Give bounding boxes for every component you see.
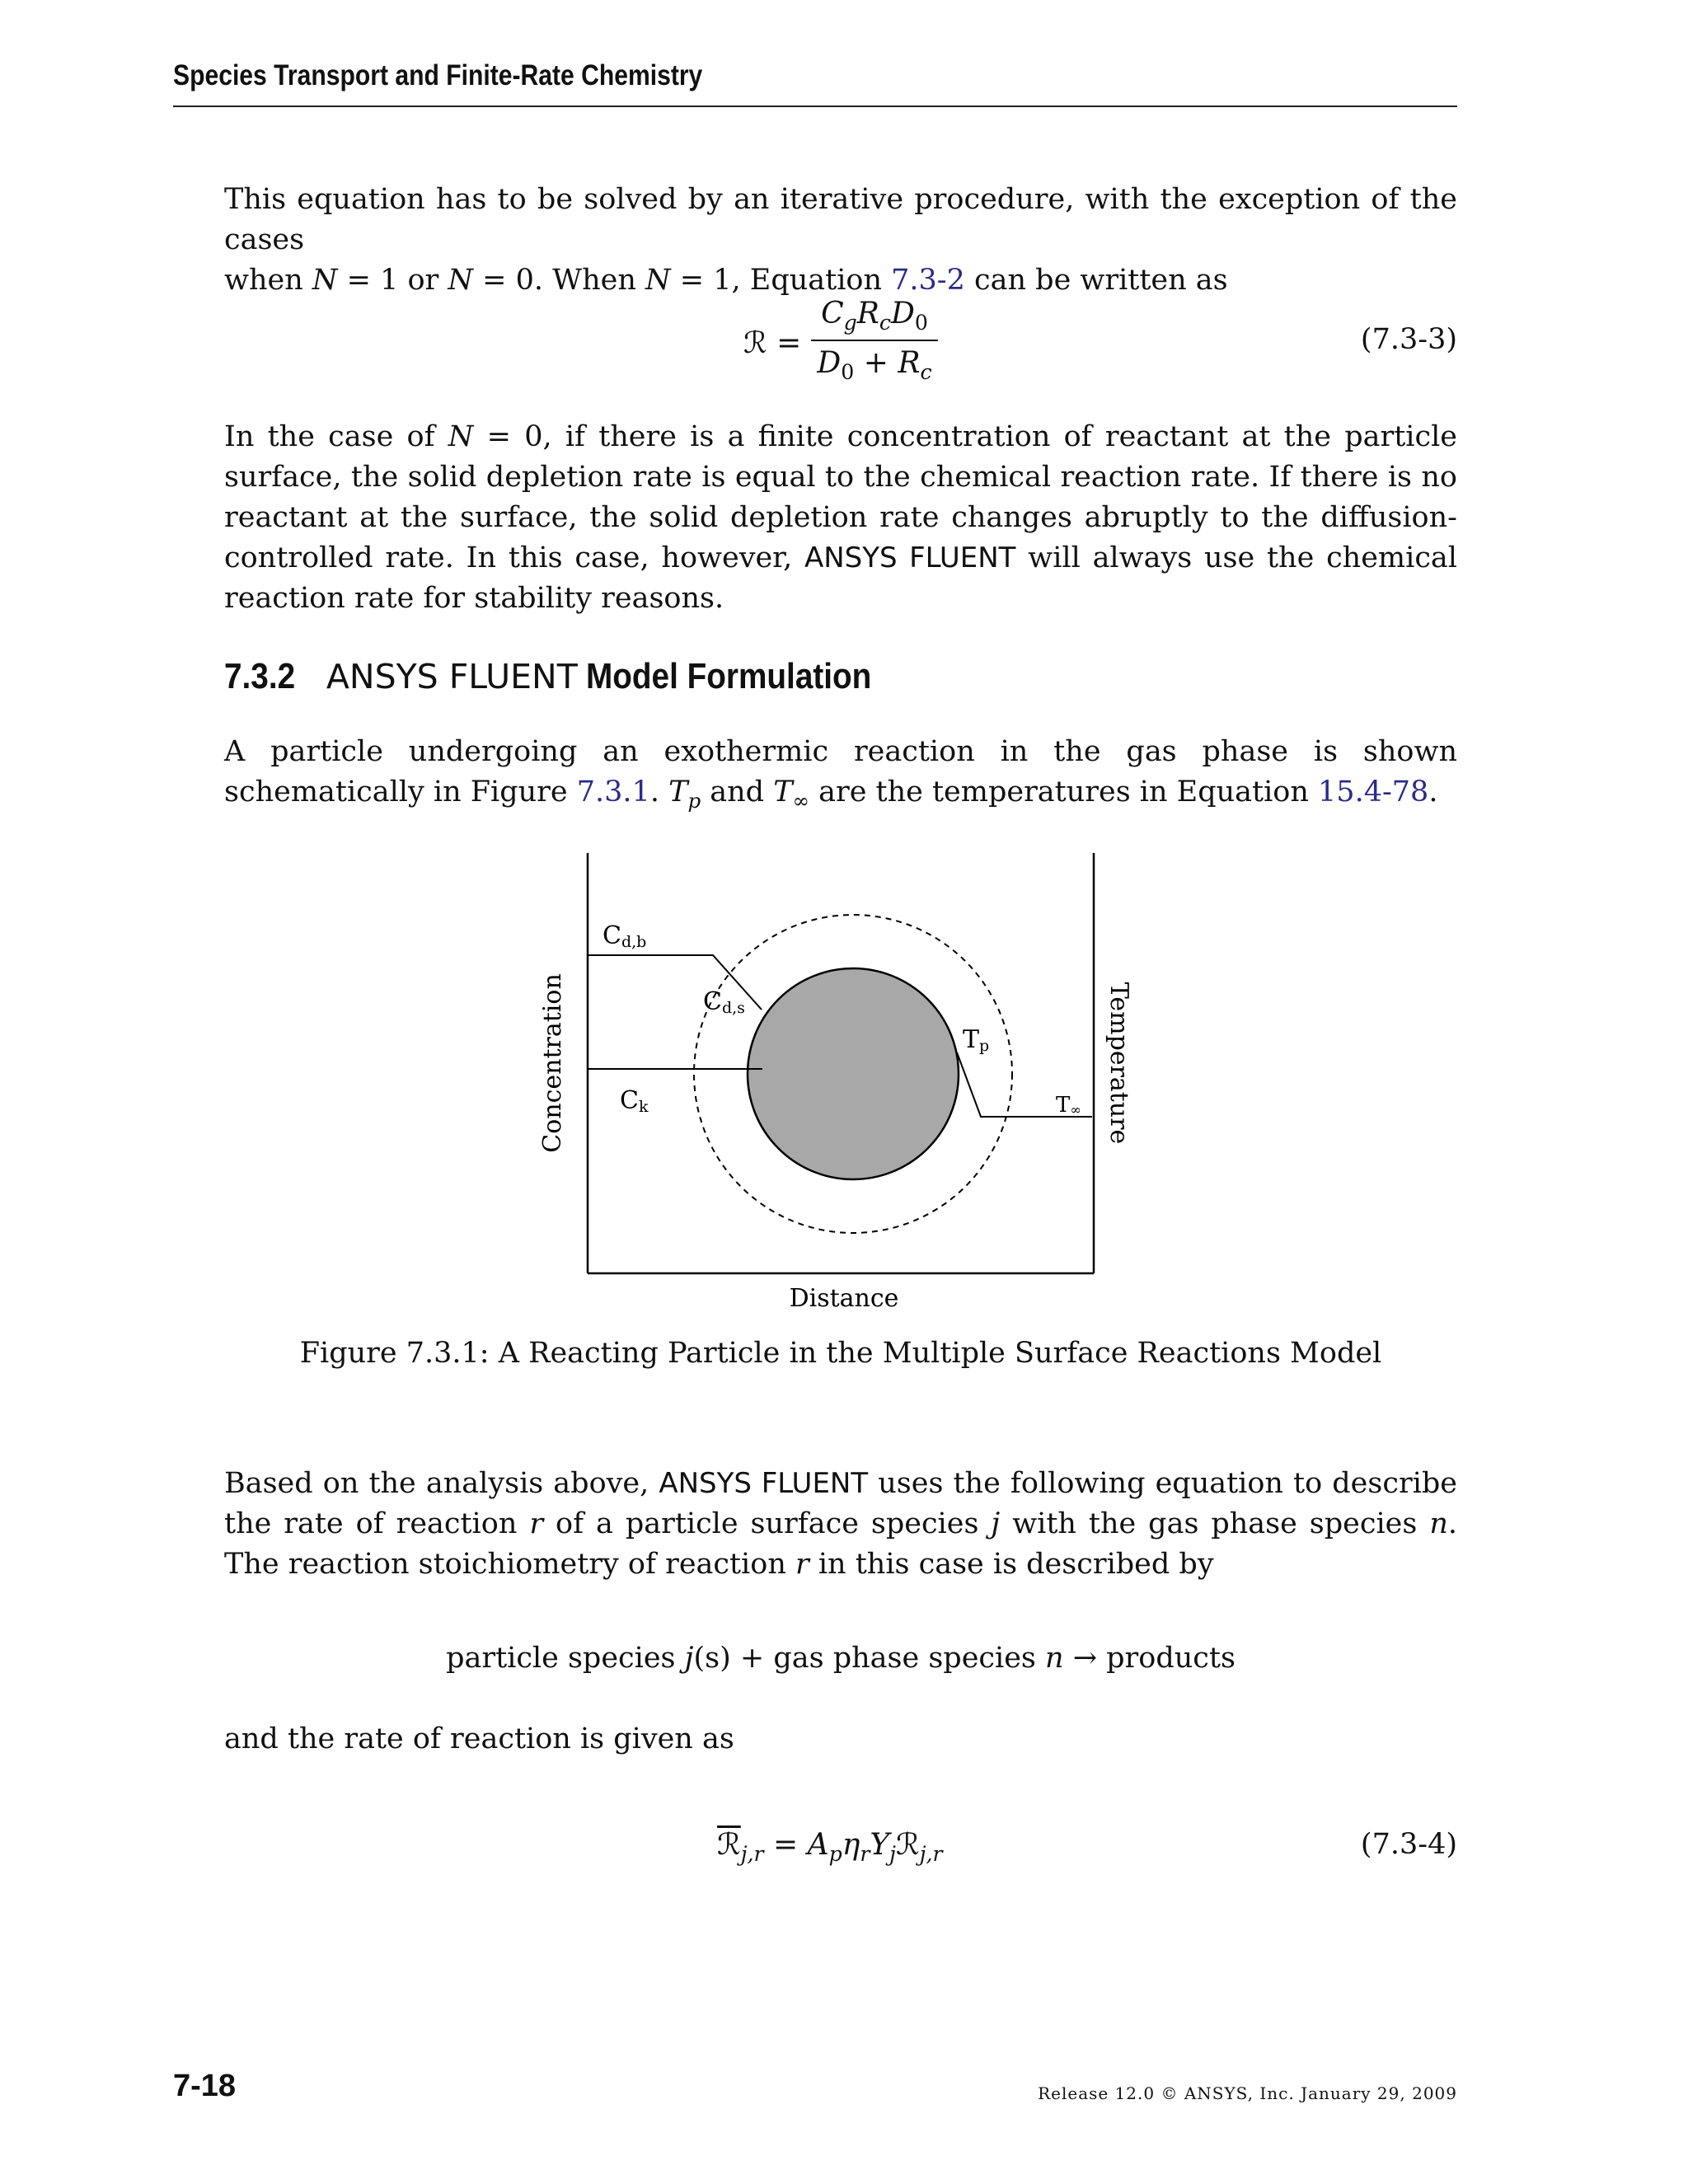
- y-axis-label-concentration: Concentration: [538, 973, 567, 1153]
- header-rule: [173, 105, 1457, 107]
- particle-circle: [748, 968, 959, 1179]
- equation-7-3-3: [224, 297, 1457, 396]
- eq-denominator: $D_0 + R_c$: [817, 346, 932, 385]
- release-info: Release 12.0 © ANSYS, Inc. January 29, 2009: [1038, 2083, 1457, 2103]
- paragraph-rate-description: Based on the analysis above, ANSYS FLUENT uses the following equation to describe the rate of reaction r of a particle surface species j with the gas phase species n. The reaction stoichiometry of reaction r in this case is described by: [224, 1467, 1458, 1581]
- reaction-equation: particle species j(s) + gas phase species n → products: [446, 1642, 1236, 1675]
- equation-number: (7.3-3): [1360, 323, 1457, 356]
- label-tinf: T∞: [1056, 1093, 1081, 1118]
- paragraph-rate-given: and the rate of reaction is given as: [224, 1722, 734, 1755]
- figure-link[interactable]: 7.3.1: [576, 776, 650, 808]
- eq-numerator: $C_gR_cD_0$: [821, 297, 928, 335]
- label-cds: Cd,s: [703, 987, 745, 1017]
- eq-lhs: ℛ =: [743, 326, 802, 360]
- fraction-bar: [811, 340, 938, 341]
- equation-7-3-4: [224, 1821, 1457, 1879]
- label-tp: Tp: [963, 1025, 990, 1055]
- label-ck: Ck: [620, 1086, 649, 1116]
- figure-svg: [528, 853, 1154, 1315]
- x-axis-label-distance: Distance: [789, 1284, 899, 1313]
- y-axis-label-temperature: Temperature: [1104, 982, 1133, 1145]
- label-cdb: Cd,b: [603, 921, 647, 951]
- paragraph-schematic: A particle undergoing an exothermic reaction in the gas phase is shown schematically in Figure 7.3.1. $T_p$ and $T_\infty$ are the temperatures in Equation 15.4-78.: [224, 735, 1457, 813]
- paragraph-n-zero: In the case of N = 0, if there is a finite concentration of reactant at the particle surface, the solid depletion rate is equal to the chemical reaction rate. If there is no reactant at the surface, the solid depletion rate changes abruptly to the diffusion-controlled rate. In this case, however, ANSYS FLUENT will always use the chemical reaction rate for stability reasons.: [224, 420, 1458, 615]
- figure-caption: Figure 7.3.1: A Reacting Particle in the Multiple Surface Reactions Model: [299, 1337, 1382, 1370]
- equation-link[interactable]: 7.3-2: [891, 264, 965, 297]
- section-heading: 7.3.2 ANSYS FLUENT Model Formulation: [224, 656, 872, 696]
- equation-number: (7.3-4): [1360, 1828, 1457, 1861]
- page-number: 7-18: [173, 2069, 237, 2103]
- running-title: Species Transport and Finite-Rate Chemistry: [173, 59, 703, 91]
- eq-734-body: ℛ$_{j,r}$ = $A_p\eta_rY_jℛ_{j,r}$: [717, 1828, 943, 1867]
- paragraph-iterative: This equation has to be solved by an iterative procedure, with the exception of the cases when N = 1 or N = 0. When N = 1, Equation 7.3-2 can be written as: [224, 183, 1457, 297]
- equation-link-15-4-78[interactable]: 15.4-78: [1318, 776, 1429, 808]
- para1-line1: This equation has to be solved by an iterative procedure, with the exception of the cases: [224, 183, 1457, 256]
- reacting-particle-figure: [528, 853, 1154, 1315]
